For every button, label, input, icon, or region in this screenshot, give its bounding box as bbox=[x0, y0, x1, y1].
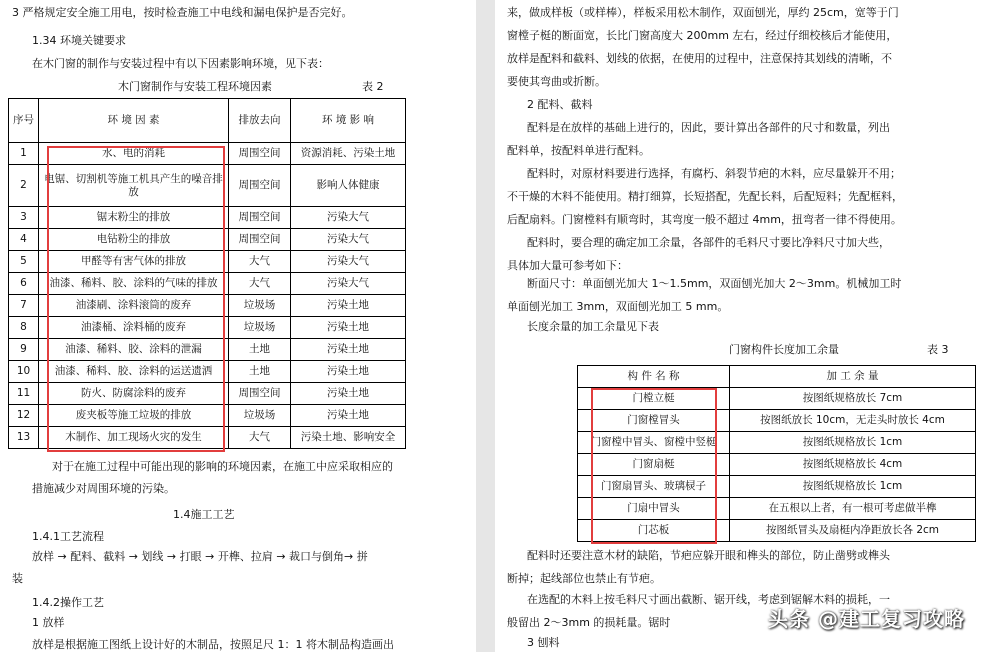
text-line: 在选配的木料上按毛料尺寸画出截断、锯开线，考虑到锯解木料的损耗，一 bbox=[527, 593, 890, 606]
text-line: 配料时还要注意木材的缺陷，节疤应躲开眼和榫头的部位，防止凿劈或榫头 bbox=[527, 549, 890, 562]
table-cell: 垃圾场 bbox=[229, 317, 291, 339]
table-cell: 9 bbox=[9, 339, 39, 361]
text-line: 放样 → 配料、截料 → 划线 → 打眼 → 开榫、拉肩 → 裁口与倒角→ 拼 bbox=[32, 550, 368, 563]
text-line: 具体加大量可参考如下： bbox=[507, 259, 628, 272]
table-row bbox=[9, 383, 406, 405]
table-cell: 污染大气 bbox=[291, 251, 406, 273]
table-cell: 门窗樘冒头 bbox=[578, 410, 730, 432]
table-cell: 门窗扇冒头、玻璃棂子 bbox=[578, 476, 730, 498]
table-cell: 油漆、稀料、胶、涂料的运送遗洒 bbox=[39, 361, 229, 383]
table-row bbox=[9, 251, 406, 273]
text-line: 装 bbox=[12, 572, 23, 585]
table-cell: 门窗樘中冒头、窗樘中竖梃 bbox=[578, 432, 730, 454]
table-row bbox=[578, 454, 976, 476]
text-line: 断掉；起线部位也禁止有节疤。 bbox=[507, 572, 661, 585]
table-row bbox=[9, 295, 406, 317]
table-caption: 门窗构件长度加工余量 bbox=[729, 343, 839, 356]
text-line: 3 刨料 bbox=[527, 636, 560, 649]
table-cell: 周围空间 bbox=[229, 383, 291, 405]
table-cell: 甲醛等有害气体的排放 bbox=[39, 251, 229, 273]
table-cell: 资源消耗、污染土地 bbox=[291, 143, 406, 165]
text-line: 配料是在放样的基础上进行的，因此，要计算出各部件的尺寸和数量，列出 bbox=[527, 121, 890, 134]
table-cell: 锯末粉尘的排放 bbox=[39, 207, 229, 229]
table-cell: 水、电的消耗 bbox=[39, 143, 229, 165]
table-cell: 按图纸放长 10cm，无走头时放长 4cm bbox=[730, 410, 976, 432]
table-row bbox=[578, 388, 976, 410]
table-cell: 4 bbox=[9, 229, 39, 251]
table-cell: 污染大气 bbox=[291, 207, 406, 229]
table-cell: 12 bbox=[9, 405, 39, 427]
table-cell: 按图纸规格放长 7cm bbox=[730, 388, 976, 410]
table-row bbox=[578, 410, 976, 432]
table-cell: 按图纸规格放长 1cm bbox=[730, 476, 976, 498]
table-cell: 油漆、稀料、胶、涂料的泄漏 bbox=[39, 339, 229, 361]
table-cell: 污染土地 bbox=[291, 295, 406, 317]
header-cell: 环 境 因 素 bbox=[39, 99, 229, 143]
table-cell: 土地 bbox=[229, 361, 291, 383]
table-cell: 11 bbox=[9, 383, 39, 405]
table-cell: 7 bbox=[9, 295, 39, 317]
section-heading: 1 放样 bbox=[32, 616, 65, 629]
table-cell: 2 bbox=[9, 165, 39, 207]
table-cell: 门扇中冒头 bbox=[578, 498, 730, 520]
table-row bbox=[578, 432, 976, 454]
table-cell: 电钻粉尘的排放 bbox=[39, 229, 229, 251]
table-cell: 油漆刷、涂料滚筒的废弃 bbox=[39, 295, 229, 317]
table-cell: 按图纸规格放长 1cm bbox=[730, 432, 976, 454]
environment-factors-table bbox=[8, 98, 406, 449]
table-cell: 周围空间 bbox=[229, 229, 291, 251]
text-line: 来，做成样板（或样棒），样板采用松木制作，双面刨光，厚约 25cm，宽等于门 bbox=[507, 6, 899, 19]
section-heading: 1.34 环境关键要求 bbox=[32, 34, 126, 47]
header-cell: 加 工 余 量 bbox=[730, 366, 976, 388]
table-cell: 大气 bbox=[229, 427, 291, 449]
table-row bbox=[9, 273, 406, 295]
table-row bbox=[9, 361, 406, 383]
header-cell: 排放去向 bbox=[229, 99, 291, 143]
text-line: 2 配料、截料 bbox=[527, 98, 593, 111]
table-cell: 油漆、稀料、胶、涂料的气味的排放 bbox=[39, 273, 229, 295]
table-cell: 周围空间 bbox=[229, 207, 291, 229]
table-cell: 8 bbox=[9, 317, 39, 339]
table-cell: 土地 bbox=[229, 339, 291, 361]
table-cell: 周围空间 bbox=[229, 143, 291, 165]
table-cell: 污染大气 bbox=[291, 273, 406, 295]
text-line: 单面刨光加工 3mm，双面刨光加工 5 mm。 bbox=[507, 300, 729, 313]
text-line: 在木门窗的制作与安装过程中有以下因素影响环境，见下表： bbox=[32, 57, 329, 70]
table-number: 表 2 bbox=[362, 80, 384, 93]
length-allowance-table bbox=[577, 365, 976, 542]
table-cell: 5 bbox=[9, 251, 39, 273]
table-cell: 防火、防腐涂料的废弃 bbox=[39, 383, 229, 405]
table-cell: 1 bbox=[9, 143, 39, 165]
text-line: 配料时，要合理的确定加工余量，各部件的毛料尺寸要比净料尺寸加大些， bbox=[527, 236, 890, 249]
table-cell: 门芯板 bbox=[578, 520, 730, 542]
header-cell: 序号 bbox=[9, 99, 39, 143]
table-cell: 污染土地 bbox=[291, 339, 406, 361]
text-line: 配料时，对原材料要进行选择，有腐朽、斜裂节疤的木料，应尽量躲开不用； bbox=[527, 167, 901, 180]
text-line: 放样是根据施工图纸上设计好的木制品，按照足尺 1：1 将木制品构造画出 bbox=[32, 638, 394, 651]
table-cell: 污染土地 bbox=[291, 361, 406, 383]
table-row bbox=[9, 229, 406, 251]
section-heading: 1.4.2操作工艺 bbox=[32, 596, 104, 609]
table-cell: 污染大气 bbox=[291, 229, 406, 251]
table-row bbox=[9, 143, 406, 165]
table-cell: 按图纸冒头及扇梃内净距放长各 2cm bbox=[730, 520, 976, 542]
table-row bbox=[9, 339, 406, 361]
table-cell: 周围空间 bbox=[229, 165, 291, 207]
table-cell: 污染土地 bbox=[291, 405, 406, 427]
text-line: 断面尺寸：单面刨光加大 1～1.5mm，双面刨光加大 2～3mm。机械加工时 bbox=[527, 277, 902, 290]
table-cell: 污染土地、影响安全 bbox=[291, 427, 406, 449]
table-cell: 垃圾场 bbox=[229, 295, 291, 317]
table-header-row bbox=[9, 99, 406, 143]
section-heading: 1.4.1工艺流程 bbox=[32, 530, 104, 543]
table-cell: 油漆桶、涂料桶的废弃 bbox=[39, 317, 229, 339]
table-cell: 大气 bbox=[229, 251, 291, 273]
table-row bbox=[9, 207, 406, 229]
table-cell: 大气 bbox=[229, 273, 291, 295]
text-line: 措施减少对周围环境的污染。 bbox=[32, 482, 175, 495]
text-line: 窗樘子梃的断面宽，长比门窗高度大 200mm 左右，经过仔细校核后才能使用， bbox=[507, 29, 898, 42]
table-row bbox=[9, 427, 406, 449]
table-cell: 按图纸规格放长 4cm bbox=[730, 454, 976, 476]
table-row bbox=[578, 498, 976, 520]
table-cell: 电锯、切割机等施工机具产生的噪音排放 bbox=[39, 165, 229, 207]
text-line: 长度余量的加工余量见下表 bbox=[527, 320, 659, 333]
table-cell: 3 bbox=[9, 207, 39, 229]
text-line: 不干燥的木料不能使用。精打细算，长短搭配，先配长料，后配短料；先配框料， bbox=[507, 190, 903, 203]
table-cell: 6 bbox=[9, 273, 39, 295]
watermark: 头条 @建工复习攻略 bbox=[768, 607, 965, 631]
document-page-right bbox=[495, 0, 983, 652]
table-cell: 影响人体健康 bbox=[291, 165, 406, 207]
text-line: 配料单，按配料单进行配料。 bbox=[507, 144, 650, 157]
table-row bbox=[9, 405, 406, 427]
text-line: 般留出 2～3mm 的损耗量。锯时 bbox=[507, 616, 671, 629]
text-line: 3 严格规定安全施工用电，按时检查施工中电线和漏电保护是否完好。 bbox=[12, 6, 353, 19]
table-caption: 木门窗制作与安装工程环境因素 bbox=[118, 80, 272, 93]
table-header-row bbox=[578, 366, 976, 388]
table-cell: 污染土地 bbox=[291, 317, 406, 339]
table-number: 表 3 bbox=[927, 343, 949, 356]
header-cell: 环 境 影 响 bbox=[291, 99, 406, 143]
table-cell: 门窗扇梃 bbox=[578, 454, 730, 476]
text-line: 对于在施工过程中可能出现的影响的环境因素，在施工中应采取相应的 bbox=[52, 460, 393, 473]
document-page-left bbox=[0, 0, 476, 652]
table-cell: 污染土地 bbox=[291, 383, 406, 405]
table-row bbox=[578, 520, 976, 542]
section-heading: 1.4施工工艺 bbox=[173, 508, 235, 521]
table-cell: 垃圾场 bbox=[229, 405, 291, 427]
table-cell: 门樘立梃 bbox=[578, 388, 730, 410]
table-row bbox=[9, 317, 406, 339]
text-line: 放样是配料和截料、划线的依据，在使用的过程中，注意保持其划线的清晰，不 bbox=[507, 52, 892, 65]
header-cell: 构 件 名 称 bbox=[578, 366, 730, 388]
table-row bbox=[578, 476, 976, 498]
text-line: 要使其弯曲或折断。 bbox=[507, 75, 606, 88]
table-row bbox=[9, 165, 406, 207]
text-line: 后配扇料。门窗樘料有顺弯时，其弯度一般不超过 4mm，扭弯者一律不得使用。 bbox=[507, 213, 902, 226]
table-cell: 13 bbox=[9, 427, 39, 449]
table-cell: 废夹板等施工垃圾的排放 bbox=[39, 405, 229, 427]
table-cell: 木制作、加工现场火灾的发生 bbox=[39, 427, 229, 449]
table-cell: 10 bbox=[9, 361, 39, 383]
table-cell: 在五根以上者，有一根可考虑做半榫 bbox=[730, 498, 976, 520]
